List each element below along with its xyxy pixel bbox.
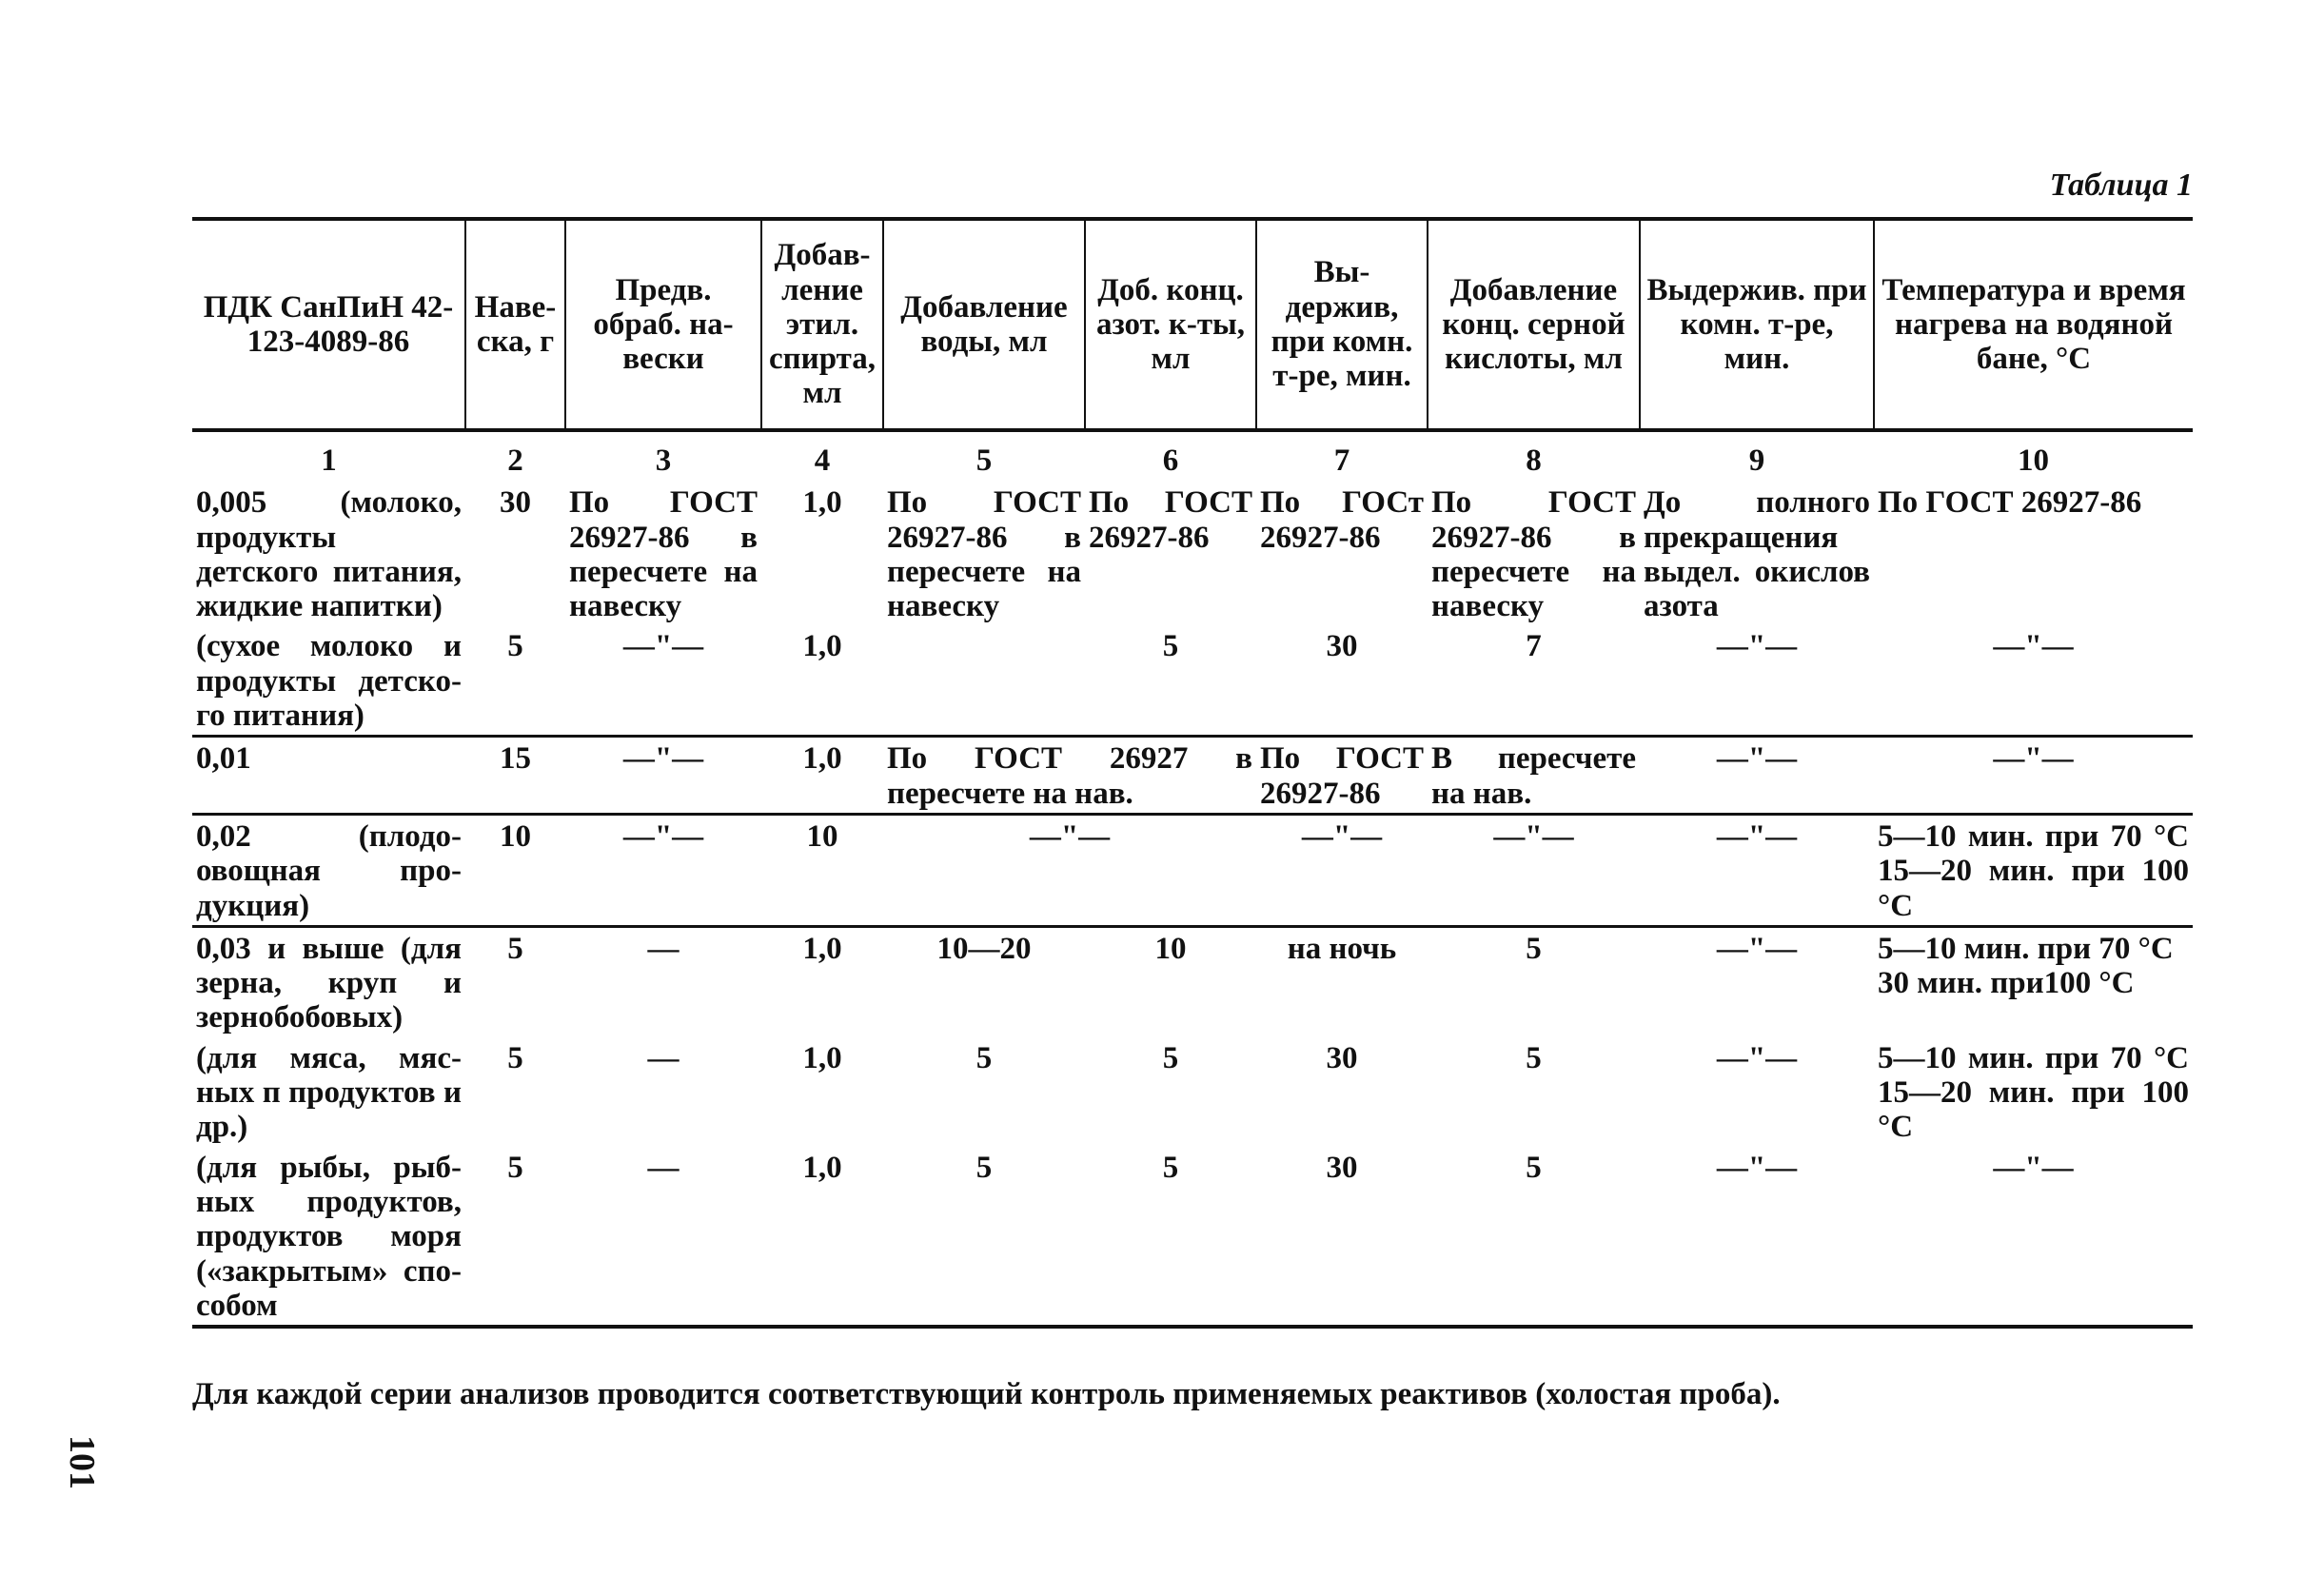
header-cell: Предв. обраб. на-вески bbox=[565, 219, 761, 430]
header-row bbox=[192, 219, 2193, 430]
table-cell: 1,0 bbox=[761, 926, 883, 1036]
column-number: 6 bbox=[1085, 430, 1256, 482]
table-cell: 0,005 (молоко, продукты детского питания, жидкие напитки) bbox=[196, 485, 462, 624]
table-cell: 5 bbox=[1428, 926, 1640, 1036]
table-cell: В пересчете на нав. bbox=[1428, 737, 1640, 815]
table-cell: 5—10 мин. при 70 °С 30 мин. при100 °С bbox=[1874, 926, 2193, 1036]
table-cell: 5 bbox=[1162, 629, 1179, 664]
column-number: 5 bbox=[883, 430, 1085, 482]
table-cell: (для мяса, мяс-ных п продуктов и др.) bbox=[196, 1040, 462, 1145]
table-cell: 1,0 bbox=[802, 629, 842, 664]
table-cell: — bbox=[647, 1040, 680, 1075]
table-cell: По ГОСТ 26927-86 bbox=[1878, 485, 2142, 521]
table-cell: —"— bbox=[1640, 926, 1874, 1036]
column-number: 10 bbox=[1874, 430, 2193, 482]
table-cell: 10—20 bbox=[883, 926, 1085, 1036]
table-cell: По ГОСТ 26927-86 в пересчете на навеску bbox=[887, 485, 1081, 624]
table-cell: 1,0 bbox=[761, 1147, 883, 1327]
page-number: 101 bbox=[62, 1435, 102, 1489]
table-cell: 5—10 мин. при 70 °С 15—20 мин. при 100 °С bbox=[1878, 1040, 2189, 1145]
table-cell: —"— bbox=[1716, 1040, 1798, 1075]
table-cell: По ГОСт 26927-86 bbox=[1260, 485, 1424, 555]
header-cell: Выдержив. при комн. т-ре, мин. bbox=[1640, 219, 1874, 430]
table-cell: —"— bbox=[1874, 1147, 2193, 1327]
header-cell: Добав-ление этил. спирта, мл bbox=[761, 219, 883, 430]
table-cell: 5 bbox=[465, 1147, 565, 1327]
footnote: Для каждой серии анализов проводится соответствующий контроль применяемых реактивов (холостая проба). bbox=[192, 1377, 1781, 1411]
table-cell: —"— bbox=[1716, 629, 1798, 664]
table-cell: 7 bbox=[1526, 629, 1542, 664]
table-caption: Таблица 1 bbox=[2049, 167, 2193, 203]
table-cell: 5 bbox=[1428, 1147, 1640, 1327]
table-cell: —"— bbox=[1640, 737, 1874, 815]
table-cell: —"— bbox=[1256, 814, 1428, 926]
table-cell: 5 bbox=[1085, 1147, 1256, 1327]
table-cell: на ночь bbox=[1256, 926, 1428, 1036]
table-cell: —"— bbox=[1428, 814, 1640, 926]
header-cell: Наве-ска, г bbox=[465, 219, 565, 430]
table-cell: —"— bbox=[1993, 629, 2074, 664]
table-cell: 5 bbox=[507, 629, 523, 664]
table-row bbox=[192, 1037, 2193, 1147]
table-cell: — bbox=[565, 1147, 761, 1327]
table-cell: 1,0 bbox=[802, 1040, 842, 1075]
column-number: 4 bbox=[761, 430, 883, 482]
table-cell: По ГОСТ 26927-86 в пересчете на навеску bbox=[1431, 485, 1636, 624]
table-cell: —"— bbox=[883, 814, 1256, 926]
table-cell bbox=[883, 625, 1085, 736]
header-cell: Добавление воды, мл bbox=[883, 219, 1085, 430]
table-row bbox=[192, 482, 2193, 625]
header-cell: ПДК СанПиН 42-123-4089-86 bbox=[192, 219, 465, 430]
table-cell: 5—10 мин. при 70 °С 15—20 мин. при 100 °С bbox=[1874, 814, 2193, 926]
header-cell: Добавление конц. серной кислоты, мл bbox=[1428, 219, 1640, 430]
column-number: 1 bbox=[192, 430, 465, 482]
table-cell: —"— bbox=[1640, 1147, 1874, 1327]
table-cell: По ГОСТ 26927 в пересчете на нав. bbox=[883, 737, 1256, 815]
table-cell: —"— bbox=[565, 737, 761, 815]
table-cell: 30 bbox=[1256, 1147, 1428, 1327]
column-number: 3 bbox=[565, 430, 761, 482]
table-cell: —"— bbox=[1874, 737, 2193, 815]
column-number: 9 bbox=[1640, 430, 1874, 482]
table-cell: По ГОСТ 26927-86 bbox=[1089, 485, 1252, 555]
table-cell: 15 bbox=[465, 737, 565, 815]
header-cell: Доб. конц. азот. к-ты, мл bbox=[1085, 219, 1256, 430]
table-cell: 5 bbox=[975, 1040, 993, 1075]
table-cell: 30 bbox=[1326, 629, 1358, 664]
table-cell: 5 bbox=[465, 926, 565, 1036]
table-cell: 5 bbox=[883, 1147, 1085, 1327]
table-cell: (сухое молоко и продукты детско-го питания) bbox=[196, 629, 462, 734]
table-cell: 5 bbox=[1162, 1040, 1179, 1075]
column-number: 7 bbox=[1256, 430, 1428, 482]
table-row bbox=[192, 926, 2193, 1036]
table-cell: 30 bbox=[1326, 1040, 1358, 1075]
column-number-row bbox=[192, 430, 2193, 482]
table-row bbox=[192, 1147, 2193, 1327]
table-cell: 1,0 bbox=[761, 737, 883, 815]
table-cell: 0,01 bbox=[192, 737, 465, 815]
table-cell: 10 bbox=[761, 814, 883, 926]
table-cell: —"— bbox=[622, 629, 704, 664]
table-cell: По ГОСТ 26927-86 bbox=[1256, 737, 1428, 815]
table-cell: —"— bbox=[565, 814, 761, 926]
table-row bbox=[192, 625, 2193, 736]
table-cell: 10 bbox=[1085, 926, 1256, 1036]
table-cell: 10 bbox=[465, 814, 565, 926]
table-cell: —"— bbox=[1640, 814, 1874, 926]
table-cell: До полного прекращения выдел. окислов азота bbox=[1644, 485, 1870, 624]
table-cell: 5 bbox=[507, 1040, 523, 1075]
column-number: 8 bbox=[1428, 430, 1640, 482]
table-cell: (для рыбы, рыб-ных продуктов, продуктов моря («закрытым» спо-собом bbox=[192, 1147, 465, 1327]
table-cell: 0,02 (плодо-овощная про-дукция) bbox=[192, 814, 465, 926]
header-cell: Температура и время нагрева на водяной бане, °С bbox=[1874, 219, 2193, 430]
table-row bbox=[192, 737, 2193, 815]
data-table bbox=[192, 217, 2193, 1329]
column-number: 2 bbox=[465, 430, 565, 482]
table-cell: 1,0 bbox=[802, 485, 842, 521]
table-cell: 30 bbox=[500, 485, 531, 521]
table-cell: — bbox=[565, 926, 761, 1036]
table-cell: По ГОСТ 26927-86 в пересчете на навеску bbox=[569, 485, 758, 624]
table-cell: 0,03 и выше (для зерна, круп и зернобобовых) bbox=[192, 926, 465, 1036]
table-cell: 5 bbox=[1526, 1040, 1542, 1075]
header-cell: Вы-держив, при комн. т-ре, мин. bbox=[1256, 219, 1428, 430]
table-row bbox=[192, 814, 2193, 926]
